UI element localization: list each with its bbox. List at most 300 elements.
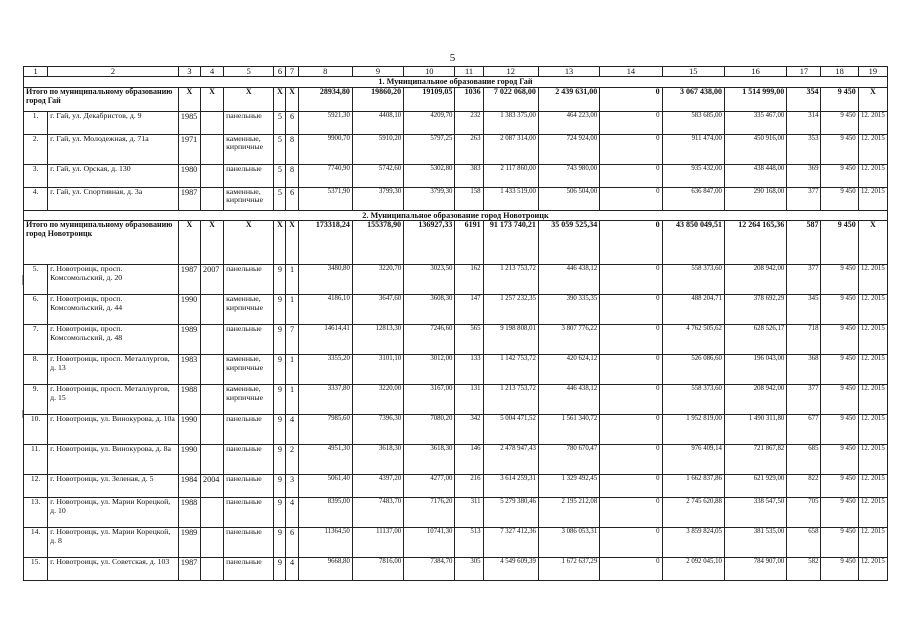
column-number: 9 — [352, 67, 403, 77]
total-value: 19860,20 — [352, 87, 403, 111]
row-number: 1. — [24, 111, 48, 134]
value-cell: 0 — [600, 414, 662, 444]
entrances-count: 4 — [286, 557, 298, 580]
table-row — [24, 111, 888, 134]
year-renovated — [201, 414, 224, 444]
table-row — [24, 164, 888, 187]
column-number: 12 — [483, 67, 538, 77]
value-cell: 390 335,35 — [538, 294, 599, 324]
value-cell: 450 916,00 — [724, 134, 786, 164]
address-cell: г. Новотроицк, просп. Металлургов, д. 13 — [48, 354, 179, 384]
value-cell: 438 448,00 — [724, 164, 786, 187]
value-cell: 12813,30 — [352, 324, 403, 354]
address-cell: г. Новотроицк, ул. Винокурова, д. 10а — [48, 414, 179, 444]
table-row — [24, 354, 888, 384]
column-number: 15 — [662, 67, 724, 77]
completion-date: 12. 2015 — [858, 474, 887, 497]
address-cell: г. Новотроицк, ул. Винокурова, д. 8а — [48, 444, 179, 474]
total-value: 0 — [600, 220, 662, 264]
address-cell: г. Гай, ул. Молодежная, д. 71а — [48, 134, 179, 164]
value-cell: 3 614 259,31 — [483, 474, 538, 497]
year-renovated — [201, 111, 224, 134]
value-cell: 146 — [455, 444, 483, 474]
total-x-cell: X — [274, 220, 286, 264]
wall-material: каменные, кирпичные — [224, 187, 274, 210]
year-built: 1985 — [178, 111, 200, 134]
wall-material: каменные, кирпичные — [224, 384, 274, 414]
value-cell: 9 450 — [821, 187, 858, 210]
year-built: 1983 — [178, 354, 200, 384]
value-cell: 147 — [455, 294, 483, 324]
value-cell: 935 432,00 — [662, 164, 724, 187]
value-cell: 8395,00 — [298, 497, 352, 527]
entrances-count: 7 — [286, 324, 298, 354]
value-cell: 14614,41 — [298, 324, 352, 354]
value-cell: 1 433 519,00 — [483, 187, 538, 210]
section-title-row — [24, 77, 888, 87]
year-renovated — [201, 324, 224, 354]
value-cell: 5797,25 — [404, 134, 455, 164]
value-cell: 314 — [787, 111, 821, 134]
address-cell: г. Новотроицк, ул. Марии Корецкой, д. 10 — [48, 497, 179, 527]
total-value: 155378,90 — [352, 220, 403, 264]
completion-date: 12. 2015 — [858, 354, 887, 384]
floors-count: 9 — [274, 354, 286, 384]
completion-date: 12. 2015 — [858, 264, 887, 294]
total-x-cell: X — [286, 87, 298, 111]
total-value: 6191 — [455, 220, 483, 264]
row-number: 7. — [24, 324, 48, 354]
total-value: 91 173 740,21 — [483, 220, 538, 264]
completion-date: 12. 2015 — [858, 111, 887, 134]
floors-count: 9 — [274, 384, 286, 414]
table-row — [24, 497, 888, 527]
section-total-row — [24, 87, 888, 111]
value-cell: 420 624,12 — [538, 354, 599, 384]
column-number: 14 — [600, 67, 662, 77]
value-cell: 7 327 412,36 — [483, 527, 538, 557]
year-renovated — [201, 164, 224, 187]
value-cell: 7176,20 — [404, 497, 455, 527]
value-cell: 677 — [787, 414, 821, 444]
wall-material: панельные — [224, 264, 274, 294]
value-cell: 7396,30 — [352, 414, 403, 444]
value-cell: 3799,30 — [404, 187, 455, 210]
value-cell: 9 450 — [821, 527, 858, 557]
entrances-count: 6 — [286, 111, 298, 134]
row-number: 2. — [24, 134, 48, 164]
value-cell: 4 549 609,39 — [483, 557, 538, 580]
column-number: 11 — [455, 67, 483, 77]
value-cell: 2 092 045,10 — [662, 557, 724, 580]
year-built: 1987 — [178, 557, 200, 580]
value-cell: 526 086,60 — [662, 354, 724, 384]
completion-date: 12. 2015 — [858, 294, 887, 324]
value-cell: 4951,30 — [298, 444, 352, 474]
value-cell: 335 467,00 — [724, 111, 786, 134]
total-value: 0 — [600, 87, 662, 111]
floors-count: 9 — [274, 324, 286, 354]
value-cell: 131 — [455, 384, 483, 414]
value-cell: 3337,80 — [298, 384, 352, 414]
completion-date: 12. 2015 — [858, 527, 887, 557]
value-cell: 780 670,47 — [538, 444, 599, 474]
wall-material: панельные — [224, 414, 274, 444]
value-cell: 582 — [787, 557, 821, 580]
value-cell: 9 450 — [821, 164, 858, 187]
year-built: 1988 — [178, 384, 200, 414]
year-built: 1990 — [178, 414, 200, 444]
entrances-count: 1 — [286, 294, 298, 324]
floors-count: 9 — [274, 497, 286, 527]
total-label: Итого по муниципальному образованию город Гай — [24, 87, 179, 111]
column-number: 6 — [274, 67, 286, 77]
value-cell: 621 929,00 — [724, 474, 786, 497]
value-cell: 3618,30 — [404, 444, 455, 474]
value-cell: 3 859 824,05 — [662, 527, 724, 557]
value-cell: 0 — [600, 187, 662, 210]
completion-date: 12. 2015 — [858, 414, 887, 444]
year-renovated — [201, 497, 224, 527]
value-cell: 3 807 776,22 — [538, 324, 599, 354]
value-cell: 1 672 637,29 — [538, 557, 599, 580]
value-cell: 383 — [455, 164, 483, 187]
total-x-cell: X — [178, 87, 200, 111]
housing-table — [23, 66, 888, 581]
year-renovated — [201, 444, 224, 474]
value-cell: 196 043,00 — [724, 354, 786, 384]
value-cell: 685 — [787, 444, 821, 474]
year-renovated — [201, 527, 224, 557]
value-cell: 3 086 053,31 — [538, 527, 599, 557]
total-x-cell: X — [201, 220, 224, 264]
value-cell: 7384,70 — [404, 557, 455, 580]
table-row — [24, 474, 888, 497]
total-value: 43 850 049,51 — [662, 220, 724, 264]
value-cell: 0 — [600, 474, 662, 497]
value-cell: 232 — [455, 111, 483, 134]
table-row — [24, 324, 888, 354]
value-cell: 5371,90 — [298, 187, 352, 210]
entrances-count: 1 — [286, 354, 298, 384]
completion-date: 12. 2015 — [858, 444, 887, 474]
column-number: 13 — [538, 67, 599, 77]
total-value: 19109,05 — [404, 87, 455, 111]
value-cell: 3023,50 — [404, 264, 455, 294]
value-cell: 9 198 808,01 — [483, 324, 538, 354]
value-cell: 1 561 340,72 — [538, 414, 599, 444]
value-cell: 558 373,60 — [662, 384, 724, 414]
total-x-cell: X — [286, 220, 298, 264]
value-cell: 3480,80 — [298, 264, 352, 294]
floors-count: 9 — [274, 557, 286, 580]
value-cell: 290 168,00 — [724, 187, 786, 210]
total-value: 35 059 525,34 — [538, 220, 599, 264]
value-cell: 377 — [787, 187, 821, 210]
floors-count: 9 — [274, 444, 286, 474]
value-cell: 822 — [787, 474, 821, 497]
value-cell: 784 907,00 — [724, 557, 786, 580]
value-cell: 7816,00 — [352, 557, 403, 580]
table-row — [24, 557, 888, 580]
year-renovated — [201, 557, 224, 580]
entrances-count: 8 — [286, 164, 298, 187]
value-cell: 3647,60 — [352, 294, 403, 324]
year-built: 1987 — [178, 264, 200, 294]
total-value: 7 022 068,00 — [483, 87, 538, 111]
value-cell: 1 662 837,86 — [662, 474, 724, 497]
floors-count: 5 — [274, 111, 286, 134]
completion-date: 12. 2015 — [858, 557, 887, 580]
value-cell: 3608,30 — [404, 294, 455, 324]
address-cell: г. Гай, ул. Спортивная, д. 3а — [48, 187, 179, 210]
address-cell: г. Гай, ул. Декабристов, д. 9 — [48, 111, 179, 134]
value-cell: 208 942,00 — [724, 264, 786, 294]
entrances-count: 8 — [286, 134, 298, 164]
value-cell: 9 450 — [821, 354, 858, 384]
row-number: 13. — [24, 497, 48, 527]
completion-date: 12. 2015 — [858, 187, 887, 210]
value-cell: 7740,90 — [298, 164, 352, 187]
value-cell: 3355,20 — [298, 354, 352, 384]
wall-material: каменные, кирпичные — [224, 354, 274, 384]
row-number: 6. — [24, 294, 48, 324]
total-value: 587 — [787, 220, 821, 264]
value-cell: 0 — [600, 527, 662, 557]
value-cell: 7483,70 — [352, 497, 403, 527]
wall-material: панельные — [224, 527, 274, 557]
year-renovated: 2007 — [201, 264, 224, 294]
completion-date: 12. 2015 — [858, 497, 887, 527]
value-cell: 2 478 947,43 — [483, 444, 538, 474]
year-built: 1989 — [178, 527, 200, 557]
value-cell: 5 279 380,46 — [483, 497, 538, 527]
value-cell: 3618,30 — [352, 444, 403, 474]
value-cell: 377 — [787, 384, 821, 414]
row-number: 4. — [24, 187, 48, 210]
table-row — [24, 187, 888, 210]
value-cell: 1 142 753,72 — [483, 354, 538, 384]
value-cell: 377 — [787, 264, 821, 294]
value-cell: 724 924,00 — [538, 134, 599, 164]
value-cell: 5742,60 — [352, 164, 403, 187]
value-cell: 446 438,12 — [538, 384, 599, 414]
value-cell: 7246,60 — [404, 324, 455, 354]
floors-count: 9 — [274, 294, 286, 324]
value-cell: 5 004 471,52 — [483, 414, 538, 444]
value-cell: 1 490 311,80 — [724, 414, 786, 444]
value-cell: 9 450 — [821, 497, 858, 527]
column-number: 4 — [201, 67, 224, 77]
value-cell: 5302,80 — [404, 164, 455, 187]
total-x-cell: X — [858, 87, 887, 111]
value-cell: 133 — [455, 354, 483, 384]
value-cell: 369 — [787, 164, 821, 187]
total-x-cell: X — [224, 87, 274, 111]
value-cell: 658 — [787, 527, 821, 557]
total-value: 354 — [787, 87, 821, 111]
column-number: 19 — [858, 67, 887, 77]
total-x-cell: X — [274, 87, 286, 111]
year-renovated — [201, 294, 224, 324]
value-cell: 1 213 753,72 — [483, 264, 538, 294]
wall-material: панельные — [224, 497, 274, 527]
value-cell: 705 — [787, 497, 821, 527]
value-cell: 162 — [455, 264, 483, 294]
total-value: 9 450 — [821, 87, 858, 111]
total-value: 12 264 165,36 — [724, 220, 786, 264]
value-cell: 10741,30 — [404, 527, 455, 557]
wall-material: панельные — [224, 111, 274, 134]
value-cell: 9 450 — [821, 474, 858, 497]
value-cell: 5921,30 — [298, 111, 352, 134]
year-built: 1988 — [178, 497, 200, 527]
entrances-count: 1 — [286, 264, 298, 294]
value-cell: 3220,70 — [352, 264, 403, 294]
table-row — [24, 444, 888, 474]
total-value: 2 439 631,00 — [538, 87, 599, 111]
value-cell: 1 257 232,35 — [483, 294, 538, 324]
floors-count: 9 — [274, 474, 286, 497]
value-cell: 4209,70 — [404, 111, 455, 134]
value-cell: 718 — [787, 324, 821, 354]
value-cell: 2 117 860,00 — [483, 164, 538, 187]
value-cell: 636 847,00 — [662, 187, 724, 210]
value-cell: 345 — [787, 294, 821, 324]
value-cell: 446 438,12 — [538, 264, 599, 294]
value-cell: 0 — [600, 111, 662, 134]
total-x-cell: X — [178, 220, 200, 264]
row-number: 14. — [24, 527, 48, 557]
wall-material: панельные — [224, 164, 274, 187]
value-cell: 1 213 753,72 — [483, 384, 538, 414]
value-cell: 9 450 — [821, 111, 858, 134]
row-number: 9. — [24, 384, 48, 414]
floors-count: 9 — [274, 414, 286, 444]
floors-count: 5 — [274, 134, 286, 164]
value-cell: 0 — [600, 134, 662, 164]
year-built: 1971 — [178, 134, 200, 164]
value-cell: 9 450 — [821, 294, 858, 324]
total-x-cell: X — [201, 87, 224, 111]
value-cell: 305 — [455, 557, 483, 580]
wall-material: каменные, кирпичные — [224, 294, 274, 324]
value-cell: 721 867,82 — [724, 444, 786, 474]
total-x-cell: X — [858, 220, 887, 264]
column-number-row — [24, 67, 888, 77]
address-cell: г. Гай, ул. Орская, д. 130 — [48, 164, 179, 187]
value-cell: 158 — [455, 187, 483, 210]
total-label: Итого по муниципальному образованию город Новотроицк — [24, 220, 179, 264]
value-cell: 488 204,71 — [662, 294, 724, 324]
total-x-cell: X — [224, 220, 274, 264]
entrances-count: 4 — [286, 414, 298, 444]
value-cell: 9668,80 — [298, 557, 352, 580]
value-cell: 9900,70 — [298, 134, 352, 164]
value-cell: 464 223,00 — [538, 111, 599, 134]
column-number: 3 — [178, 67, 200, 77]
value-cell: 9 450 — [821, 384, 858, 414]
page-number: 5 — [449, 52, 456, 64]
value-cell: 4277,00 — [404, 474, 455, 497]
value-cell: 9 450 — [821, 557, 858, 580]
floors-count: 5 — [274, 164, 286, 187]
address-cell: г. Новотроицк, просп. Металлургов, д. 15 — [48, 384, 179, 414]
value-cell: 3220,00 — [352, 384, 403, 414]
address-cell: г. Новотроицк, ул. Советская, д. 103 — [48, 557, 179, 580]
table-row — [24, 294, 888, 324]
wall-material: панельные — [224, 474, 274, 497]
value-cell: 4408,10 — [352, 111, 403, 134]
year-built: 1990 — [178, 294, 200, 324]
total-value: 173318,24 — [298, 220, 352, 264]
total-value: 9 450 — [821, 220, 858, 264]
value-cell: 976 409,14 — [662, 444, 724, 474]
value-cell: 0 — [600, 164, 662, 187]
value-cell: 0 — [600, 354, 662, 384]
address-cell: г. Новотроицк, ул. Марии Корецкой, д. 8 — [48, 527, 179, 557]
floors-count: 5 — [274, 187, 286, 210]
value-cell: 9 450 — [821, 414, 858, 444]
year-renovated — [201, 134, 224, 164]
year-built: 1980 — [178, 164, 200, 187]
value-cell: 9 450 — [821, 444, 858, 474]
row-number: 10. — [24, 414, 48, 444]
section-total-row — [24, 220, 888, 264]
entrances-count: 4 — [286, 497, 298, 527]
address-cell: г. Новотроицк, ул. Зеленая, д. 5 — [48, 474, 179, 497]
section-title: 1. Муниципальное образование город Гай — [24, 77, 888, 87]
wall-material: панельные — [224, 444, 274, 474]
completion-date: 12. 2015 — [858, 134, 887, 164]
completion-date: 12. 2015 — [858, 164, 887, 187]
value-cell: 311 — [455, 497, 483, 527]
value-cell: 3012,00 — [404, 354, 455, 384]
year-built: 1989 — [178, 324, 200, 354]
row-number: 12. — [24, 474, 48, 497]
value-cell: 1 383 375,00 — [483, 111, 538, 134]
value-cell: 3799,30 — [352, 187, 403, 210]
value-cell: 0 — [600, 294, 662, 324]
entrances-count: 6 — [286, 527, 298, 557]
section-title: 2. Муниципальное образование город Новотроицк — [24, 210, 888, 220]
entrances-count: 1 — [286, 384, 298, 414]
value-cell: 378 692,29 — [724, 294, 786, 324]
address-cell: г. Новотроицк, просп. Комсомольский, д. 20 — [48, 264, 179, 294]
wall-material: панельные — [224, 324, 274, 354]
year-renovated — [201, 354, 224, 384]
completion-date: 12. 2015 — [858, 324, 887, 354]
total-value: 1 514 999,00 — [724, 87, 786, 111]
table-row — [24, 134, 888, 164]
wall-material: панельные — [224, 557, 274, 580]
value-cell: 2 745 620,88 — [662, 497, 724, 527]
entrances-count: 2 — [286, 444, 298, 474]
section-title-row — [24, 210, 888, 220]
floors-count: 9 — [274, 264, 286, 294]
value-cell: 2 087 314,00 — [483, 134, 538, 164]
value-cell: 4 762 505,62 — [662, 324, 724, 354]
value-cell: 7080,20 — [404, 414, 455, 444]
row-number: 5. — [24, 264, 48, 294]
address-cell: г. Новотроицк, просп. Комсомольский, д. 44 — [48, 294, 179, 324]
value-cell: 0 — [600, 557, 662, 580]
total-value: 28934,80 — [298, 87, 352, 111]
year-built: 1984 — [178, 474, 200, 497]
value-cell: 4186,10 — [298, 294, 352, 324]
value-cell: 263 — [455, 134, 483, 164]
row-number: 15. — [24, 557, 48, 580]
